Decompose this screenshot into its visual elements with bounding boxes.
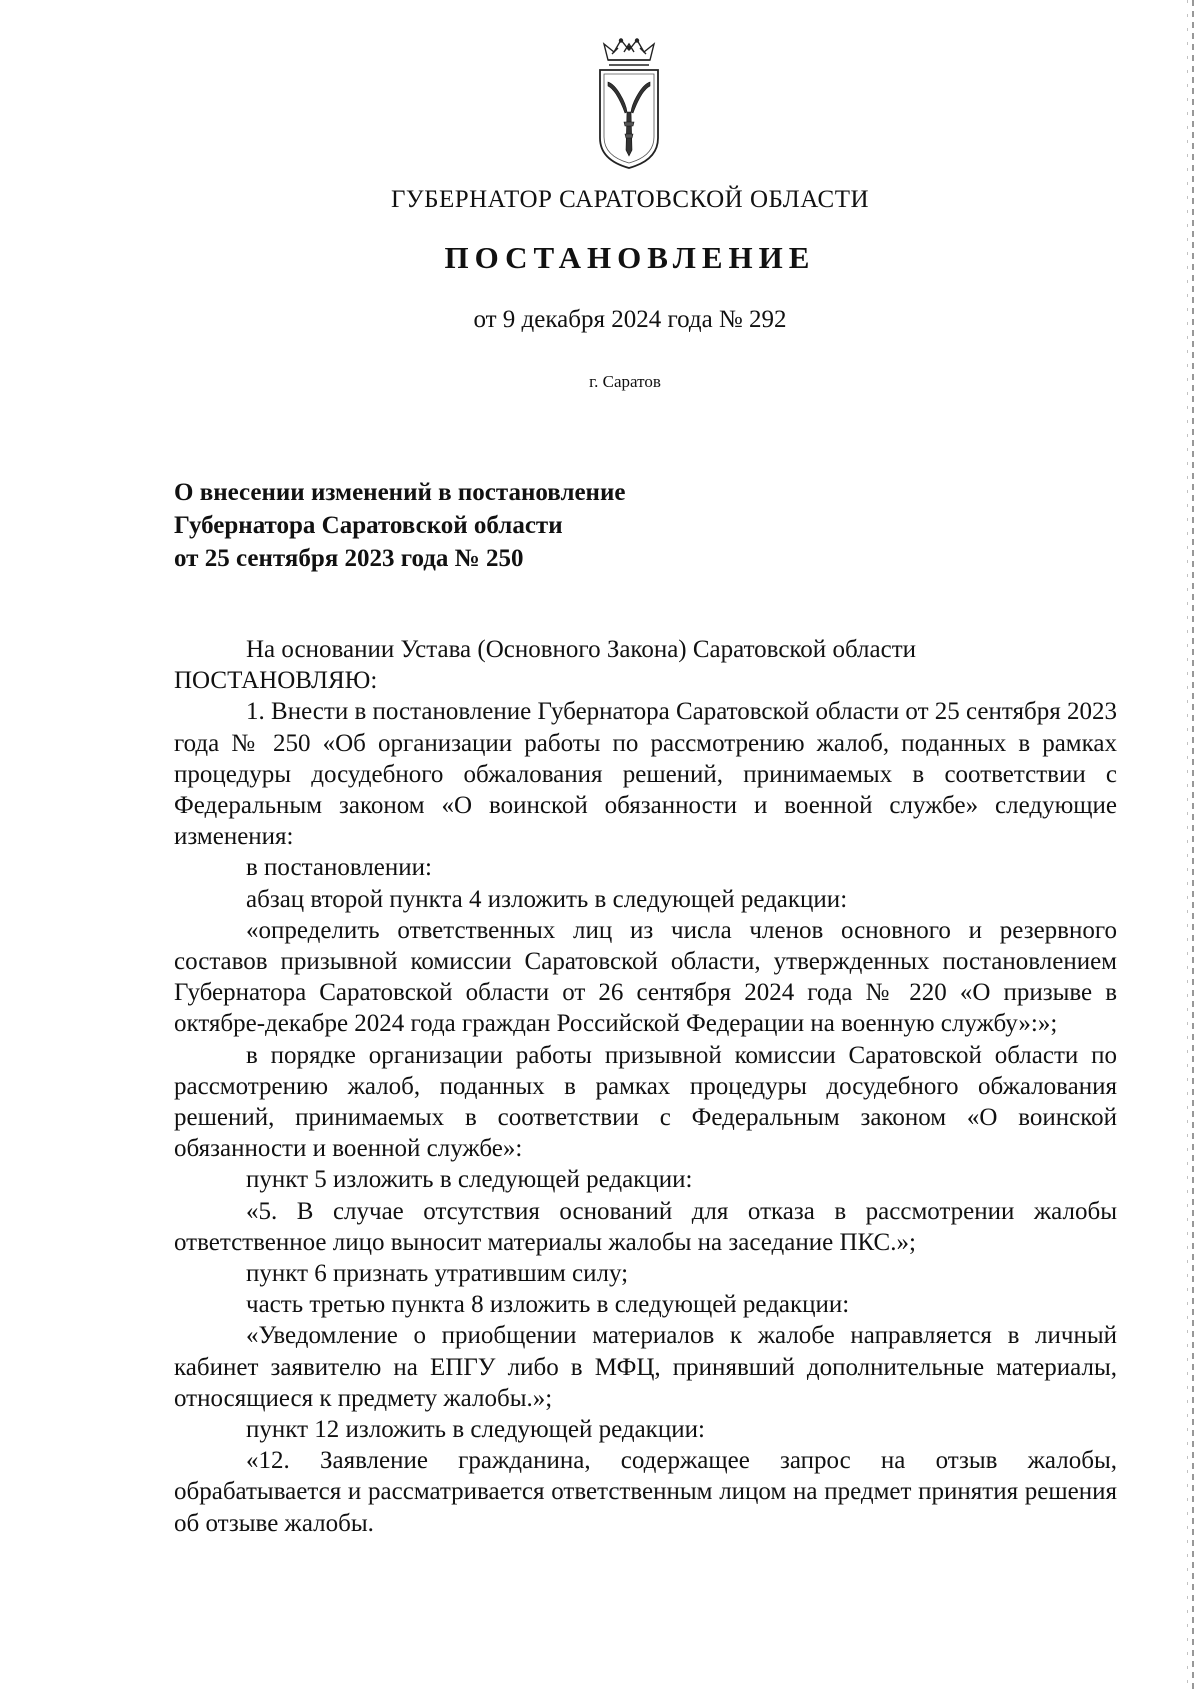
- body-paragraph: «Уведомление о приобщении материалов к жалобе направляется в личный кабинет заявителю на ЕПГУ либо в МФЦ, принявший дополнительные материалы, относящиеся к предмету жалобы.»;: [174, 1322, 1117, 1412]
- title-line: Губернатора Саратовской области: [174, 512, 563, 539]
- body-paragraph: «12. Заявление гражданина, содержащее запрос на отзыв жалобы, обрабатывается и рассматривается ответственным лицом на предмет принятия решения об отзыве жалобы.: [174, 1447, 1117, 1537]
- issuing-authority: ГУБЕРНАТОР САРАТОВСКОЙ ОБЛАСТИ: [390, 186, 870, 213]
- title-line: от 25 сентября 2023 года № 250: [174, 545, 524, 572]
- body-paragraph-resolve: ПОСТАНОВЛЯЮ:: [174, 667, 378, 695]
- body-paragraph: пункт 12 изложить в следующей редакции:: [246, 1416, 705, 1444]
- body-paragraph: «определить ответственных лиц из числа членов основного и резервного составов призывной комиссии Саратовской области, утвержденных постановлением Губернатора Саратовской области от 26 сентября 2024 года № 220 «О призыве в октябре-декабре 2024 года граждан Российской Федерации на военную службу»:»;: [174, 916, 1117, 1038]
- body-paragraph: 1. Внести в постановление Губернатора Саратовской области от 25 сентября 2023 года № 250 «Об организации работы по рассмотрению жалоб, поданных в рамках процедуры досудебного обжалования решений, принимаемых в соответствии с Федеральным законом «О воинской обязанности и военной службе» следующие изменения:: [174, 698, 1117, 851]
- coat-of-arms-icon: [594, 38, 664, 170]
- document-city: г. Саратов: [589, 372, 661, 391]
- scan-edge-mark: [1187, 0, 1188, 1691]
- body-paragraph: в постановлении:: [246, 854, 432, 882]
- body-paragraph: пункт 5 изложить в следующей редакции:: [246, 1166, 693, 1194]
- title-line: О внесении изменений в постановление: [174, 479, 626, 506]
- body-paragraph: На основании Устава (Основного Закона) Саратовской области: [246, 636, 917, 663]
- scan-edge-mark: [1192, 0, 1194, 1691]
- document-date-number: от 9 декабря 2024 года № 292: [473, 306, 787, 333]
- document-body: [174, 634, 1117, 1539]
- body-paragraph: часть третью пункта 8 изложить в следующей редакции:: [246, 1291, 850, 1319]
- body-paragraph: «5. В случае отсутствия оснований для отказа в рассмотрении жалобы ответственное лицо выносит материалы жалобы на заседание ПКС.»;: [174, 1197, 1117, 1256]
- body-paragraph: в порядке организации работы призывной комиссии Саратовской области по рассмотрению жалоб, поданных в рамках процедуры досудебного обжалования решений, принимаемых в соответствии с Федеральным законом «О воинской обязанности и военной службе»:: [174, 1041, 1117, 1163]
- body-paragraph: абзац второй пункта 4 изложить в следующей редакции:: [246, 885, 848, 913]
- body-paragraph: пункт 6 признать утратившим силу;: [246, 1260, 629, 1288]
- document-title: [174, 476, 625, 575]
- document-type: ПОСТАНОВЛЕНИЕ: [444, 240, 816, 275]
